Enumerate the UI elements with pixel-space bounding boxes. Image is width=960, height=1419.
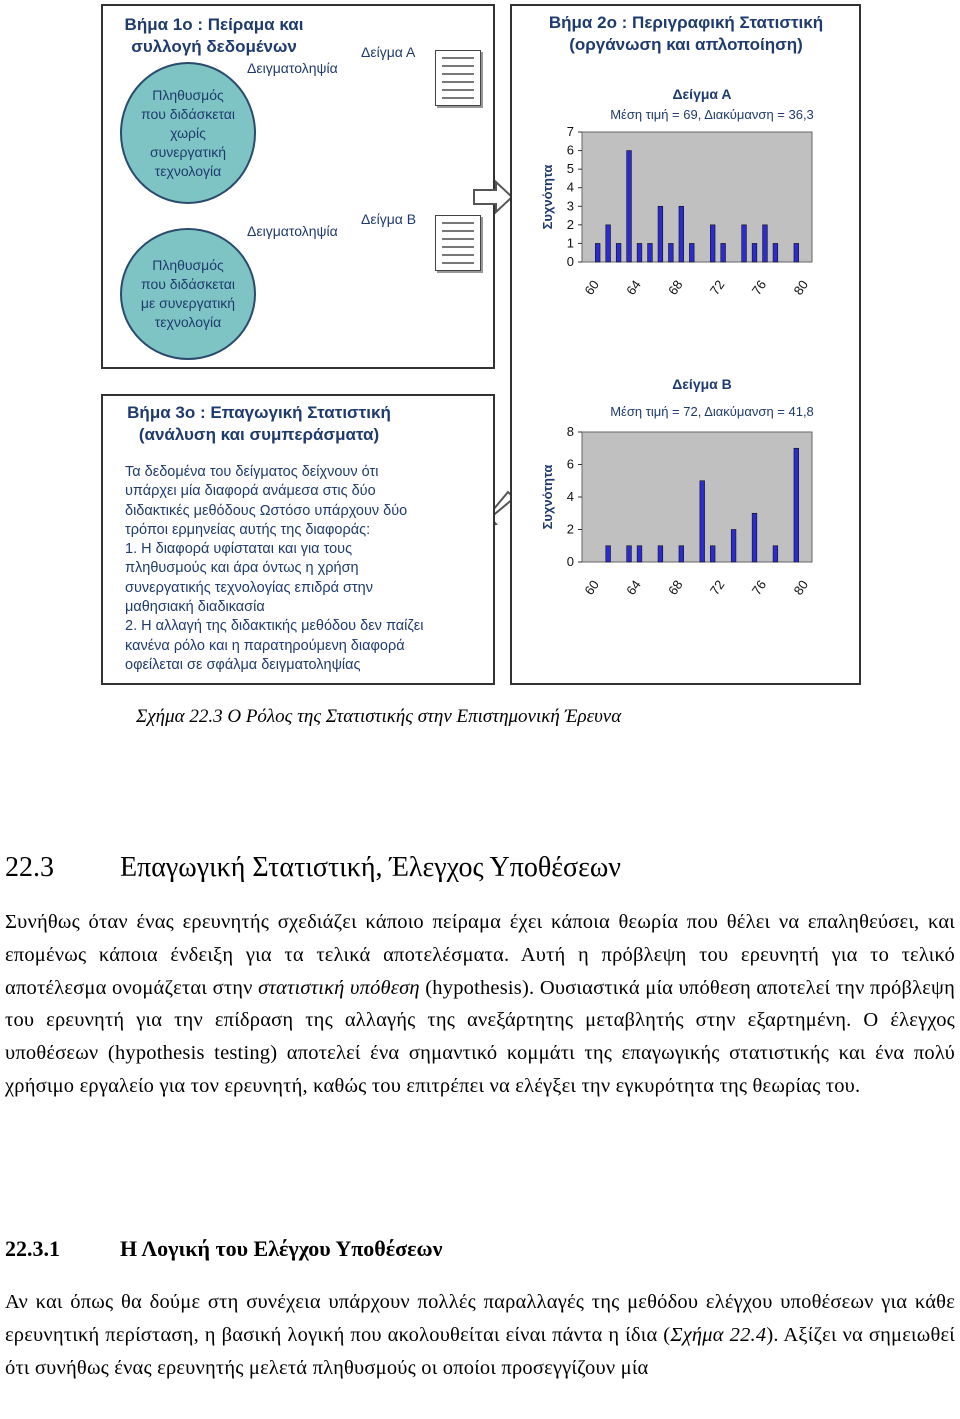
x-tick-label: 72	[706, 577, 728, 598]
bar	[648, 243, 653, 262]
plot-area	[582, 132, 812, 262]
conclusion-line: μαθησιακή διαδικασία	[125, 599, 265, 616]
section-heading	[5, 852, 621, 884]
x-tick-label: 68	[665, 577, 686, 598]
step2-title	[516, 12, 856, 56]
subsection-number: 22.3.1	[5, 1236, 60, 1261]
y-tick-label: 4	[566, 489, 574, 504]
conclusion-line: 2. Η αλλαγή της διδακτικής μεθόδου δεν παίζει	[125, 618, 424, 635]
step1-title-line2: συλλογή δεδομένων	[131, 37, 297, 56]
chart-a-title: Δείγμα Α	[672, 86, 732, 102]
step3-conclusion	[125, 463, 495, 675]
conclusion-line: πληθυσμούς και άρα όντως η χρήση	[125, 560, 359, 577]
bar	[616, 243, 621, 262]
conclusion-line: συνεργατικής τεχνολογίας επιδρά στην	[125, 579, 373, 596]
x-tick-label: 60	[581, 577, 602, 598]
subsection-paragraph-text: ). Αξίζει να σημειωθεί ότι συνήθως ένας ερευνητής μελετά πληθυσμούς οι οποίοι προσεγγίζουν μία	[5, 1323, 956, 1379]
sample-a-document-icon	[435, 50, 481, 106]
plot-area	[582, 432, 812, 562]
subsection-paragraph-text: Αν και όπως θα δούμε στη συνέχεια υπάρχουν πολλές παραλλαγές της μεθόδου ελέγχου υποθέσεων για κάθε ερευνητική περίσταση, η βασική λογική που ακολουθείται είναι πάντα η ίδια (	[5, 1291, 955, 1346]
bar	[752, 243, 757, 262]
chart-b-title: Δείγμα Β	[672, 376, 732, 392]
y-tick-label: 6	[566, 456, 574, 472]
subsection-heading	[5, 1236, 442, 1262]
step1-title-line1: Βήμα 1ο : Πείραμα και	[124, 15, 304, 34]
y-axis-label: Συχνότητα	[540, 164, 555, 230]
bar	[794, 243, 799, 262]
x-tick-label: 80	[790, 577, 812, 598]
y-tick-label: 6	[566, 142, 574, 158]
bar	[679, 546, 684, 562]
y-tick-label: 8	[566, 424, 574, 439]
y-axis-label: Συχνότητα	[540, 464, 555, 530]
conclusion-line: διδακτικές μεθόδους Ωστόσο υπάρχουν δύο	[125, 502, 408, 519]
figure-caption	[136, 706, 621, 728]
bar	[606, 225, 611, 262]
subsection-title: Η Λογική του Ελέγχου Υποθέσεων	[120, 1236, 443, 1261]
conclusion-line: κανένα ρόλο και η παρατηρούμενη διαφορά	[125, 637, 405, 654]
y-tick-label: 3	[566, 198, 574, 214]
sample-b-label: Δείγμα Β	[361, 211, 417, 227]
x-tick-label: 76	[748, 277, 770, 298]
y-tick-label: 1	[566, 235, 574, 251]
y-tick-label: 7	[566, 124, 574, 139]
chart-sample-a	[512, 120, 859, 316]
population-with-tech	[120, 228, 256, 360]
section-title: Επαγωγική Στατιστική, Έλεγχος Υποθέσεων	[120, 852, 621, 883]
bar	[710, 225, 715, 262]
bar	[763, 225, 768, 262]
step1-title	[109, 14, 319, 58]
conclusion-line: οφείλεται σε σφάλμα δειγματοληψίας	[125, 656, 361, 673]
step2-title-line1: Βήμα 2ο : Περιγραφική Στατιστική	[548, 13, 824, 32]
population-without-tech	[120, 62, 256, 204]
conclusion-line: υπάρχει μία διαφορά ανάμεσα στις δύο	[125, 483, 376, 500]
bar	[689, 243, 694, 262]
x-tick-label: 80	[790, 277, 812, 298]
bar	[721, 243, 726, 262]
x-tick-label: 64	[623, 277, 644, 298]
x-tick-label: 68	[665, 277, 686, 298]
y-tick-label: 0	[566, 554, 574, 569]
y-tick-label: 5	[566, 161, 574, 177]
conclusion-line: Τα δεδομένα του δείγματος δείχνουν ότι	[125, 464, 379, 480]
step3-title-line2: (ανάλυση και συμπεράσματα)	[138, 425, 380, 444]
bar	[627, 151, 632, 262]
section-paragraph-emphasis: στατιστική υπόθεση	[258, 976, 420, 999]
section-number: 22.3	[5, 852, 54, 883]
chart-sample-b	[512, 420, 859, 616]
bar	[773, 243, 778, 262]
step3-panel	[101, 394, 495, 685]
section-paragraph	[5, 906, 955, 1103]
subsection-paragraph-emphasis: Σχήμα 22.4	[670, 1323, 767, 1346]
bar	[794, 448, 799, 562]
bar	[669, 243, 674, 262]
section-paragraph-text: Συνήθως όταν ένας ερευνητής σχεδιάζει κάποιο πείραμα έχει κάποια θεωρία που θέλει να επαληθεύσει, και επομένως κάποια ένδειξη για τα τελικά αποτελέσματα. Αυτή η πρόβλεψη του ερευνητή για το τελικό αποτέλεσμα ονομάζεται στην	[5, 911, 955, 999]
bar	[637, 546, 642, 562]
bar	[637, 243, 642, 262]
step3-title	[109, 402, 409, 446]
sample-a-label: Δείγμα Α	[361, 44, 416, 60]
arrow-right-icon	[472, 180, 514, 214]
bar	[731, 530, 736, 563]
x-tick-label: 60	[581, 277, 602, 298]
section-paragraph-text: (hypothesis). Ουσιαστικά μία υπόθεση αποτελεί την πρόβλεψη του ερευνητή για την επίδραση της αλλαγής της ανεξάρτητης μεταβλητής στην εξαρτημένη. Ο έλεγχος υποθέσεων (hypothesis testing) αποτελεί ένα σημαντικό κομμάτι της επαγωγικής στατιστικής και ένα πολύ χρήσιμο εργαλείο για τον ερευνητή, καθώς του επιτρέπει να ελέγξει την εγκυρότητα της θεωρίας του.	[5, 976, 956, 1097]
y-tick-label: 4	[566, 179, 574, 195]
y-tick-label: 0	[566, 254, 574, 269]
population-with-tech-label: Πληθυσμός που διδάσκεται με συνεργατική τεχνολογία	[140, 257, 236, 330]
bar	[658, 546, 663, 562]
conclusion-line: 1. Η διαφορά υφίσταται και για τους	[125, 541, 353, 558]
bar	[752, 513, 757, 562]
sampling-b-label: Δειγματοληψία	[247, 223, 338, 239]
x-tick-label: 72	[706, 277, 728, 298]
bar	[773, 546, 778, 562]
step2-panel	[510, 4, 861, 685]
bar	[742, 225, 747, 262]
bar	[710, 546, 715, 562]
y-tick-label: 2	[566, 216, 574, 232]
sample-b-document-icon	[435, 215, 481, 271]
figure-caption-label: Σχήμα 22.3	[136, 706, 223, 727]
step3-title-line1: Βήμα 3ο : Επαγωγική Στατιστική	[127, 403, 391, 422]
population-without-tech-label: Πληθυσμός που διδάσκεται χωρίς συνεργατική τεχνολογία	[140, 86, 235, 179]
subsection-paragraph	[5, 1286, 955, 1384]
figure-caption-text: Ο Ρόλος της Στατιστικής στην Επιστημονική Έρευνα	[222, 706, 622, 727]
bar	[606, 546, 611, 562]
x-tick-label: 64	[623, 577, 644, 598]
bar	[679, 206, 684, 262]
chart-a-subtitle: Μέση τιμή = 69, Διακύμανση = 36,3	[610, 107, 814, 122]
bar	[700, 481, 705, 562]
chart-b-subtitle: Μέση τιμή = 72, Διακύμανση = 41,8	[610, 404, 814, 419]
bar	[658, 206, 663, 262]
sampling-a-label: Δειγματοληψία	[247, 60, 338, 76]
step1-panel	[101, 4, 495, 369]
bar	[595, 243, 600, 262]
conclusion-line: τρόποι ερμηνείας αυτής της διαφοράς:	[125, 521, 371, 538]
x-tick-label: 76	[748, 577, 770, 598]
step2-title-line2: (οργάνωση και απλοποίηση)	[569, 35, 803, 54]
y-tick-label: 2	[566, 521, 574, 537]
bar	[627, 546, 632, 562]
